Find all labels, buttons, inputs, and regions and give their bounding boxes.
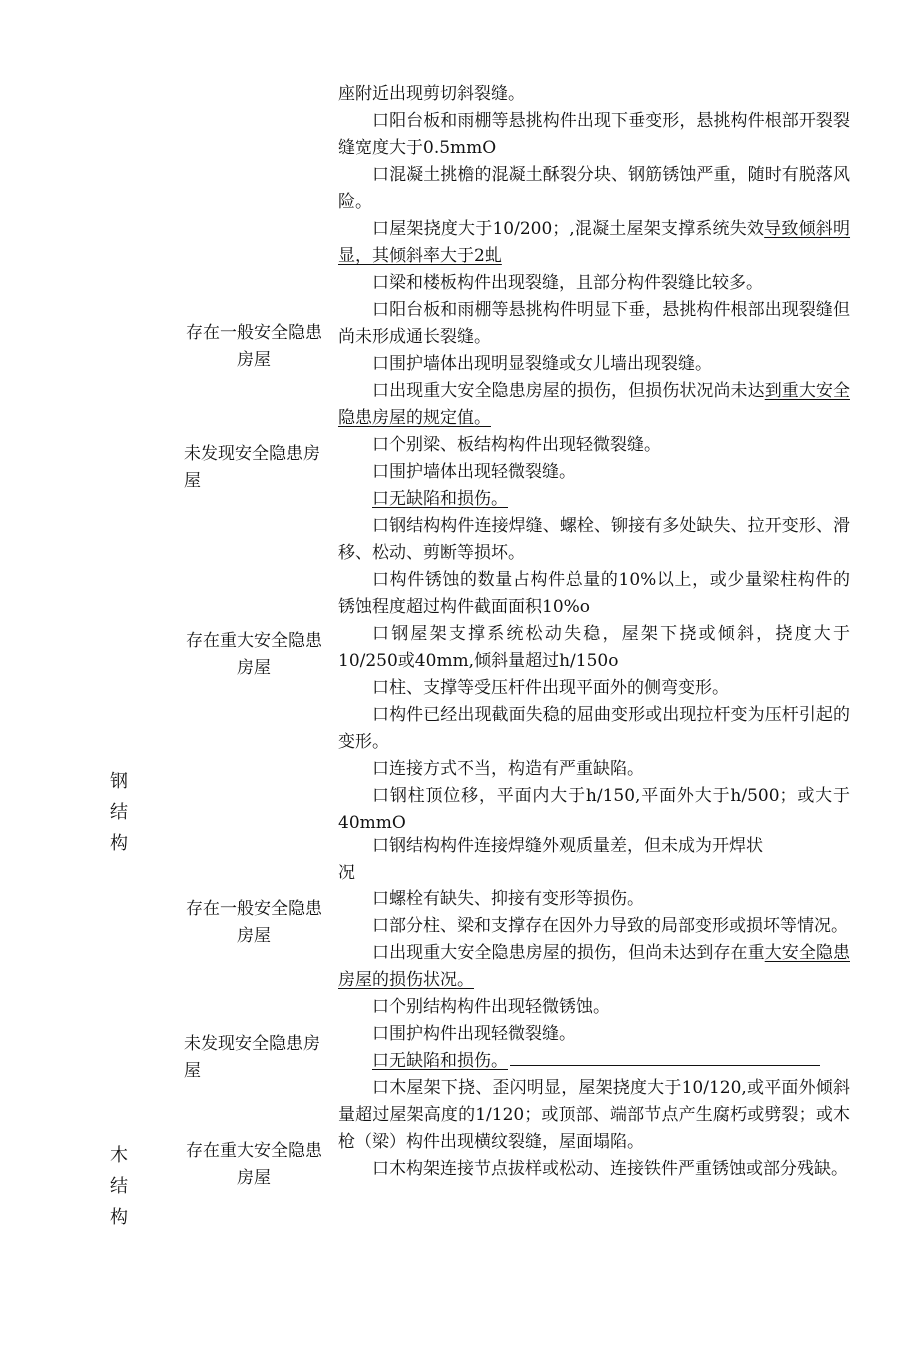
level-concrete-general: 存在一般安全隐患房屋 xyxy=(186,323,322,370)
criteria-block-steel-rest xyxy=(338,886,850,1183)
level-concrete-none: 未发现安全隐患房屋 xyxy=(184,444,320,491)
criterion-text: 口柱、支撑等受压杆件出现平面外的侧弯变形。 xyxy=(372,678,729,698)
underlined-text: 口无缺陷和损伤。 xyxy=(372,1051,508,1071)
criterion-text: 口构件已经出现截面失稳的屈曲变形或出现拉杆变为压杆引起的变形。 xyxy=(338,705,850,752)
underlined-text: 导致倾斜明显，其倾斜率大于2虬 xyxy=(338,219,851,266)
criterion-text: 口出现重大安全隐患房屋的损伤，但损伤状况尚未达到重大安全隐患房屋的规定值。 xyxy=(338,381,850,428)
category-wood-structure: 木 结 构 xyxy=(110,1145,128,1228)
criterion-text: 口个别梁、板结构构件出现轻微裂缝。 xyxy=(372,435,661,455)
criterion-text: 口钢柱顶位移，平面内大于h∕150,平面外大于h/500；或大于40mmO xyxy=(338,786,850,833)
criterion-text: 口钢结构构件连接焊缝、螺栓、铆接有多处缺失、拉开变形、滑移、松动、剪断等损坏。 xyxy=(338,516,850,563)
criteria-block-steel-general xyxy=(338,833,850,887)
criterion-text: 口个别结构构件出现轻微锈蚀。 xyxy=(372,997,610,1017)
criterion-text: 口螺栓有缺失、抑接有变形等损伤。 xyxy=(372,889,644,909)
criterion-text: 口阳台板和雨棚等悬挑构件出现下垂变形，悬挑构件根部开裂裂缝宽度大于0.5mmO xyxy=(338,111,850,158)
criterion-text: 口木构架连接节点拔样或松动、连接铁件严重锈蚀或部分残缺。 xyxy=(372,1159,848,1179)
level-steel-none: 未发现安全隐患房屋 xyxy=(184,1034,320,1081)
category-steel-structure: 钢 结 构 xyxy=(110,771,128,854)
criterion-text: 口出现重大安全隐患房屋的损伤，但尚未达到存在重大安全隐患房屋的损伤状况。 xyxy=(338,943,850,990)
criterion-text: 口钢屋架支撑系统松动失稳，屋架下挠或倾斜，挠度大于10/250或40mm,倾斜量超过h∕150o xyxy=(338,624,850,671)
criterion-text: 口围护构件出现轻微裂缝。 xyxy=(372,1024,576,1044)
criterion-text: 座附近出现剪切斜裂缝。 xyxy=(338,84,525,104)
criterion-text: 口围护墙体出现明显裂缝或女儿墙出现裂缝。 xyxy=(372,354,712,374)
criterion-text: 口构件锈蚀的数量占构件总量的10%以上，或少量梁柱构件的锈蚀程度超过构件截面面积10%o xyxy=(338,570,850,617)
criterion-text: 口梁和楼板构件出现裂缝，且部分构件裂缝比较多。 xyxy=(372,273,763,293)
underlined-text: 到重大安全隐患房屋的规定值。 xyxy=(338,381,850,428)
criterion-text: 口钢结构构件连接焊缝外观质量差，但未成为开焊状 xyxy=(372,836,763,856)
underlined-text: 口无缺陷和损伤。 xyxy=(372,489,508,509)
criterion-text: 口屋架挠度大于10/200；,混凝土屋架支撑系统失效导致倾斜明显，其倾斜率大于2虬 xyxy=(338,219,851,266)
criterion-text: 口围护墙体出现轻微裂缝。 xyxy=(372,462,576,482)
criterion-text: 口部分柱、梁和支撑存在因外力导致的局部变形或损坏等情况。 xyxy=(372,916,848,936)
criteria-block-concrete xyxy=(338,81,850,837)
level-steel-major: 存在重大安全隐患房屋 xyxy=(186,631,322,678)
criterion-text: 口阳台板和雨棚等悬挑构件明显下垂，悬挑构件根部出现裂缝但尚未形成通长裂缝。 xyxy=(338,300,850,347)
level-steel-general: 存在一般安全隐患房屋 xyxy=(186,899,322,946)
criterion-text xyxy=(338,486,850,513)
criterion-text: 口混凝土挑檐的混凝土酥裂分块、钢筋锈蚀严重，随时有脱落风险。 xyxy=(338,165,850,212)
underlined-text: 大安全隐患房屋的损伤状况。 xyxy=(338,943,850,990)
criterion-text xyxy=(338,1048,850,1075)
criterion-text: 口连接方式不当，构造有严重缺陷。 xyxy=(372,759,644,779)
level-wood-major: 存在重大安全隐患房屋 xyxy=(186,1141,322,1188)
rule-line xyxy=(510,1064,820,1066)
criterion-text: 况 xyxy=(338,863,355,883)
criterion-text: 口木屋架下挠、歪闪明显，屋架挠度大于10/120,或平面外倾斜量超过屋架高度的1/120；或顶部、端部节点产生腐朽或劈裂；或木枪（梁）构件出现横纹裂缝，屋面塌陷。 xyxy=(338,1078,850,1152)
